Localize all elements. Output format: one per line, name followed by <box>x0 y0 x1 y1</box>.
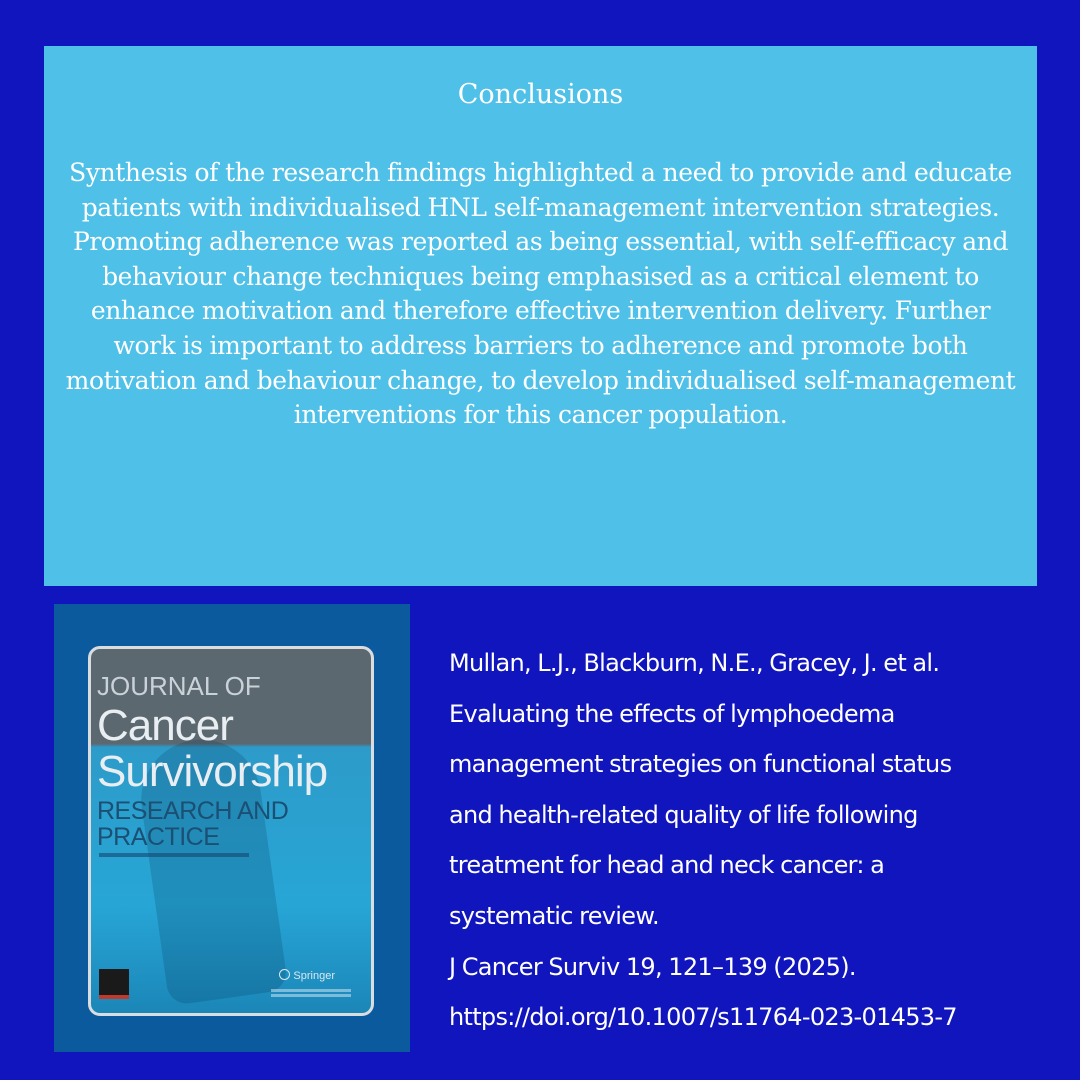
citation-title-line-1: Evaluating the effects of lymphoedema <box>449 699 895 728</box>
citation-authors: Mullan, L.J., Blackburn, N.E., Gracey, J. et al. <box>449 649 940 677</box>
conclusions-panel <box>44 46 1037 586</box>
citation-title-line-5: systematic review. <box>449 901 659 930</box>
springer-logo <box>279 969 335 982</box>
citation-title-line-3: and health-related quality of life following <box>449 800 918 829</box>
citation-journal: J Cancer Surviv 19, 121–139 (2025). <box>449 952 856 981</box>
conclusions-body: Synthesis of the research findings highlighted a need to provide and educate patients with individualised HNL self-management intervention strategies. Promoting adherence was reported as being essential, with self-efficacy and behaviour change techniques being emphasised as a critical element to enhance motivation and therefore effective intervention delivery. Further work is important to address barriers to adherence and promote both motivation and behaviour change, to develop individualised self-management interventions for this cancer population. <box>65 158 1016 430</box>
cover-practice: PRACTICE <box>97 823 220 851</box>
cover-badge-icon <box>99 969 129 999</box>
springer-logo-text: Springer <box>293 970 335 982</box>
journal-cover-image <box>54 604 410 1052</box>
citation-title-line-4: treatment for head and neck cancer: a <box>449 851 885 880</box>
journal-cover-card <box>88 646 374 1016</box>
cover-research-and: RESEARCH AND <box>97 797 289 825</box>
cover-survivorship: Survivorship <box>97 747 328 796</box>
citation-title-line-2: management strategies on functional status <box>449 750 952 779</box>
cover-volume-line <box>99 853 249 857</box>
citation-doi-link[interactable]: https://doi.org/10.1007/s11764-023-01453-7 <box>449 1003 957 1032</box>
cover-journal-of: JOURNAL OF <box>97 671 261 701</box>
citation-block <box>449 638 1069 1043</box>
cover-cancer: Cancer <box>97 701 233 750</box>
springer-horse-icon <box>279 969 290 980</box>
cover-fine-print <box>271 989 351 992</box>
conclusions-heading: Conclusions <box>457 79 624 110</box>
